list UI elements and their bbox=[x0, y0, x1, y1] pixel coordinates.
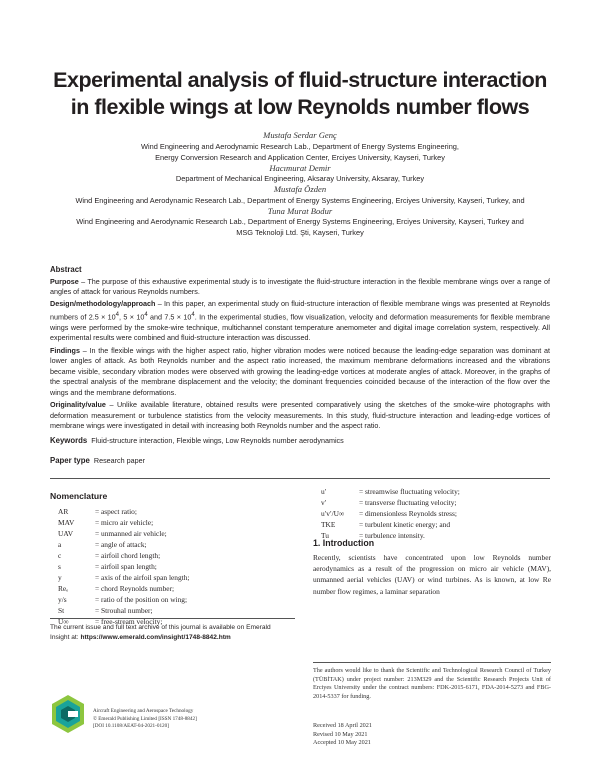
paper-type-text: Research paper bbox=[93, 456, 146, 465]
author-affiliation: Wind Engineering and Aerodynamic Research Lab., Department of Energy Systems Engineering, Erciyes University, Kayseri, Turkey and bbox=[76, 217, 524, 226]
design-text: . In the experimental studies, flow visualization, velocity and deformation measurements for flexible membrane wings were performed by the smoke-wire technique, multichannel constant temperature anemometer and digital image correlation system, respectively. All experimental results were combined and fluid-structure interaction was discussed. bbox=[50, 312, 550, 343]
list-item bbox=[321, 497, 561, 508]
symbol: St bbox=[58, 606, 65, 616]
funding-note: The authors would like to thank the Scientific and Technological Research Council of Turkey (TÜBİTAK) under project number: 213M329 and the Scientific Research Projects Unit of Erciyes University under the contract numbers: FDK-2015-6171, FDA-2014-5273 and FBG-2014-5337 for funding. bbox=[313, 667, 551, 700]
exponent: 4 bbox=[115, 311, 119, 318]
list-item bbox=[58, 572, 298, 583]
definition: = micro air vehicle; bbox=[95, 518, 154, 528]
nomenclature-list-right bbox=[321, 486, 561, 541]
exponent: 4 bbox=[144, 311, 148, 318]
definition: = free-stream velocity; bbox=[95, 617, 163, 627]
design-text: and 7.5 × 10 bbox=[147, 312, 192, 322]
originality-label: Originality/value bbox=[50, 400, 106, 410]
symbol: TKE bbox=[321, 520, 336, 530]
keywords bbox=[50, 436, 550, 445]
symbol: MAV bbox=[58, 518, 75, 528]
author-affiliation: Energy Conversion Research and Application Center, Erciyes University, Kayseri, Turkey bbox=[155, 152, 445, 162]
symbol: UAV bbox=[58, 529, 74, 539]
definition: = chord Reynolds number; bbox=[95, 584, 175, 594]
current-issue-note bbox=[50, 623, 290, 643]
journal-name: Aircraft Engineering and Aerospace Technology bbox=[93, 708, 194, 714]
title-line-2: in flexible wings at low Reynolds number flows bbox=[70, 95, 530, 119]
definition: = turbulence intensity. bbox=[359, 531, 425, 541]
abstract-originality bbox=[50, 400, 550, 432]
abstract-findings bbox=[50, 346, 550, 399]
section-heading-introduction: 1. Introduction bbox=[313, 538, 375, 548]
list-item bbox=[58, 539, 298, 550]
introduction-text: Recently, scientists have concentrated upon low Reynolds number aerodynamics as a result of the progression on micro air vehicle (MAV), unmanned aerial vehicles (UAV) or wind turbines. As is known, at low Re number flow regimes, a laminar separation bbox=[313, 553, 551, 596]
abstract bbox=[50, 265, 550, 433]
list-item bbox=[58, 561, 298, 572]
definition: = turbulent kinetic energy; and bbox=[359, 520, 451, 530]
emerald-logo-icon bbox=[50, 694, 86, 734]
list-item bbox=[321, 486, 561, 497]
symbol: v′ bbox=[321, 498, 327, 508]
list-item bbox=[58, 528, 298, 539]
publisher-info bbox=[93, 708, 293, 731]
title-line-1: Experimental analysis of fluid-structure interaction bbox=[53, 68, 547, 92]
list-item bbox=[321, 519, 561, 530]
definition: = dimensionless Reynolds stress; bbox=[359, 509, 457, 519]
definition: = unmanned air vehicle; bbox=[95, 529, 167, 539]
definition: = ratio of the position on wing; bbox=[95, 595, 188, 605]
symbol: Tu bbox=[321, 531, 329, 541]
definition: = airfoil span length; bbox=[95, 562, 157, 572]
list-item bbox=[321, 508, 561, 519]
received-date: Received 18 April 2021 bbox=[313, 722, 372, 729]
originality-text: – Unlike available literature, obtained results were presented comparatively using the sketches of the smoke-wire photographs with deformation measurement or turbulence statistics from the velocity measurements. In this study, fluid-structure interaction and leading-edge vortices of membrane wings were investigated in detail with increasing both Reynolds number and the aspect ratio. bbox=[50, 400, 550, 431]
author-affiliation: MSG Teknoloji Ltd. Şti, Kayseri, Turkey bbox=[236, 228, 364, 237]
symbol: u′v′/U∞ bbox=[321, 509, 345, 519]
journal-url-link[interactable]: https://www.emerald.com/insight/1748-8842.htm bbox=[80, 634, 231, 641]
design-text: , 5 × 10 bbox=[119, 312, 145, 322]
symbol: s bbox=[58, 562, 61, 572]
findings-text: – In the flexible wings with the higher aspect ratio, higher vibration modes were noticed because the leading-edge separation was dominant at lower angles of attack. As both Reynolds number and the aspect ratio increased, the maximum membrane deformations increased and the vibrations became visible, secondary vibration modes were observed with growing the leading-edge vortices at moderate angles of attack. Moreover, in the graphs of the spectral analysis of the membrane displacement and the velocity; the dominant frequencies coincided because of the interaction of the flow over the wings and the membrane deformations. bbox=[50, 345, 550, 397]
symbol: c bbox=[58, 551, 62, 561]
list-item bbox=[58, 506, 298, 517]
list-item bbox=[58, 550, 298, 561]
author-name: Tuna Murat Bodur bbox=[267, 205, 333, 216]
definition: = Strouhal number; bbox=[95, 606, 153, 616]
paper-title bbox=[30, 67, 570, 121]
current-issue-text: The current issue and full text archive of this journal is available on Emerald Insight at: bbox=[50, 624, 271, 641]
design-label: Design/methodology/approach bbox=[50, 299, 156, 309]
list-item bbox=[58, 583, 298, 594]
symbol: y bbox=[58, 573, 62, 583]
author-block bbox=[40, 130, 560, 238]
symbol: a bbox=[58, 540, 62, 550]
symbol: y/s bbox=[58, 595, 67, 605]
keywords-label: Keywords bbox=[50, 436, 88, 445]
definition: = airfoil chord length; bbox=[95, 551, 161, 561]
logo-notch bbox=[68, 711, 78, 717]
list-item bbox=[58, 517, 298, 528]
author-name: Mustafa Serdar Genç bbox=[263, 130, 337, 140]
definition: = streamwise fluctuating velocity; bbox=[359, 487, 460, 496]
purpose-label: Purpose bbox=[50, 276, 79, 286]
nomenclature-heading: Nomenclature bbox=[50, 491, 108, 501]
findings-label: Findings bbox=[50, 345, 80, 355]
abstract-design bbox=[50, 299, 550, 344]
symbol: u′ bbox=[321, 487, 327, 496]
accepted-date: Accepted 10 May 2021 bbox=[313, 739, 371, 747]
revised-date: Revised 10 May 2021 bbox=[313, 730, 368, 738]
abstract-heading: Abstract bbox=[50, 265, 82, 274]
symbol: Reₑ bbox=[58, 584, 69, 594]
divider bbox=[313, 662, 551, 663]
definition: = transverse fluctuating velocity; bbox=[359, 498, 457, 508]
author-name: Mustafa Özden bbox=[273, 184, 327, 194]
nomenclature-list-left bbox=[58, 506, 298, 628]
list-item bbox=[58, 594, 298, 605]
symbol: U∞ bbox=[58, 617, 69, 627]
paper-type-label: Paper type bbox=[50, 456, 90, 465]
symbol: AR bbox=[58, 507, 69, 516]
design-text: – In this paper, an experimental study on fluid-structure interaction of flexible membrane wings was presented at Reynolds numbers of 2.5 × 10 bbox=[50, 299, 550, 322]
keywords-text: Fluid-structure interaction, Flexible wings, Low Reynolds number aerodynamics bbox=[91, 436, 344, 445]
definition: = angle of attack; bbox=[95, 540, 147, 550]
definition: = axis of the airfoil span length; bbox=[95, 573, 190, 583]
doi: [DOI 10.1108/AEAT-04-2021-0120] bbox=[93, 723, 169, 730]
author-affiliation: Wind Engineering and Aerodynamic Research Lab., Department of Energy Systems Engineering, bbox=[141, 141, 459, 151]
author-name: Hacımurat Demir bbox=[269, 162, 331, 173]
author-affiliation: Department of Mechanical Engineering, Aksaray University, Aksaray, Turkey bbox=[175, 174, 425, 183]
article-dates bbox=[313, 722, 513, 748]
abstract-purpose bbox=[50, 277, 550, 298]
purpose-text: – The purpose of this exhaustive experimental study is to investigate the fluid-structure interaction in the flexible membrane wings over a range of angles of attack for various Reynolds numbers. bbox=[50, 276, 550, 297]
definition: = aspect ratio; bbox=[95, 507, 137, 516]
divider bbox=[50, 618, 295, 619]
paper-type bbox=[50, 456, 550, 465]
author-affiliation: Wind Engineering and Aerodynamic Research Lab., Department of Energy Systems Engineering, Erciyes University, Kayseri, Turkey, and bbox=[75, 195, 525, 205]
copyright: © Emerald Publishing Limited [ISSN 1748-8842] bbox=[93, 715, 197, 722]
exponent: 4 bbox=[191, 311, 195, 318]
list-item bbox=[58, 605, 298, 616]
divider bbox=[50, 478, 550, 479]
